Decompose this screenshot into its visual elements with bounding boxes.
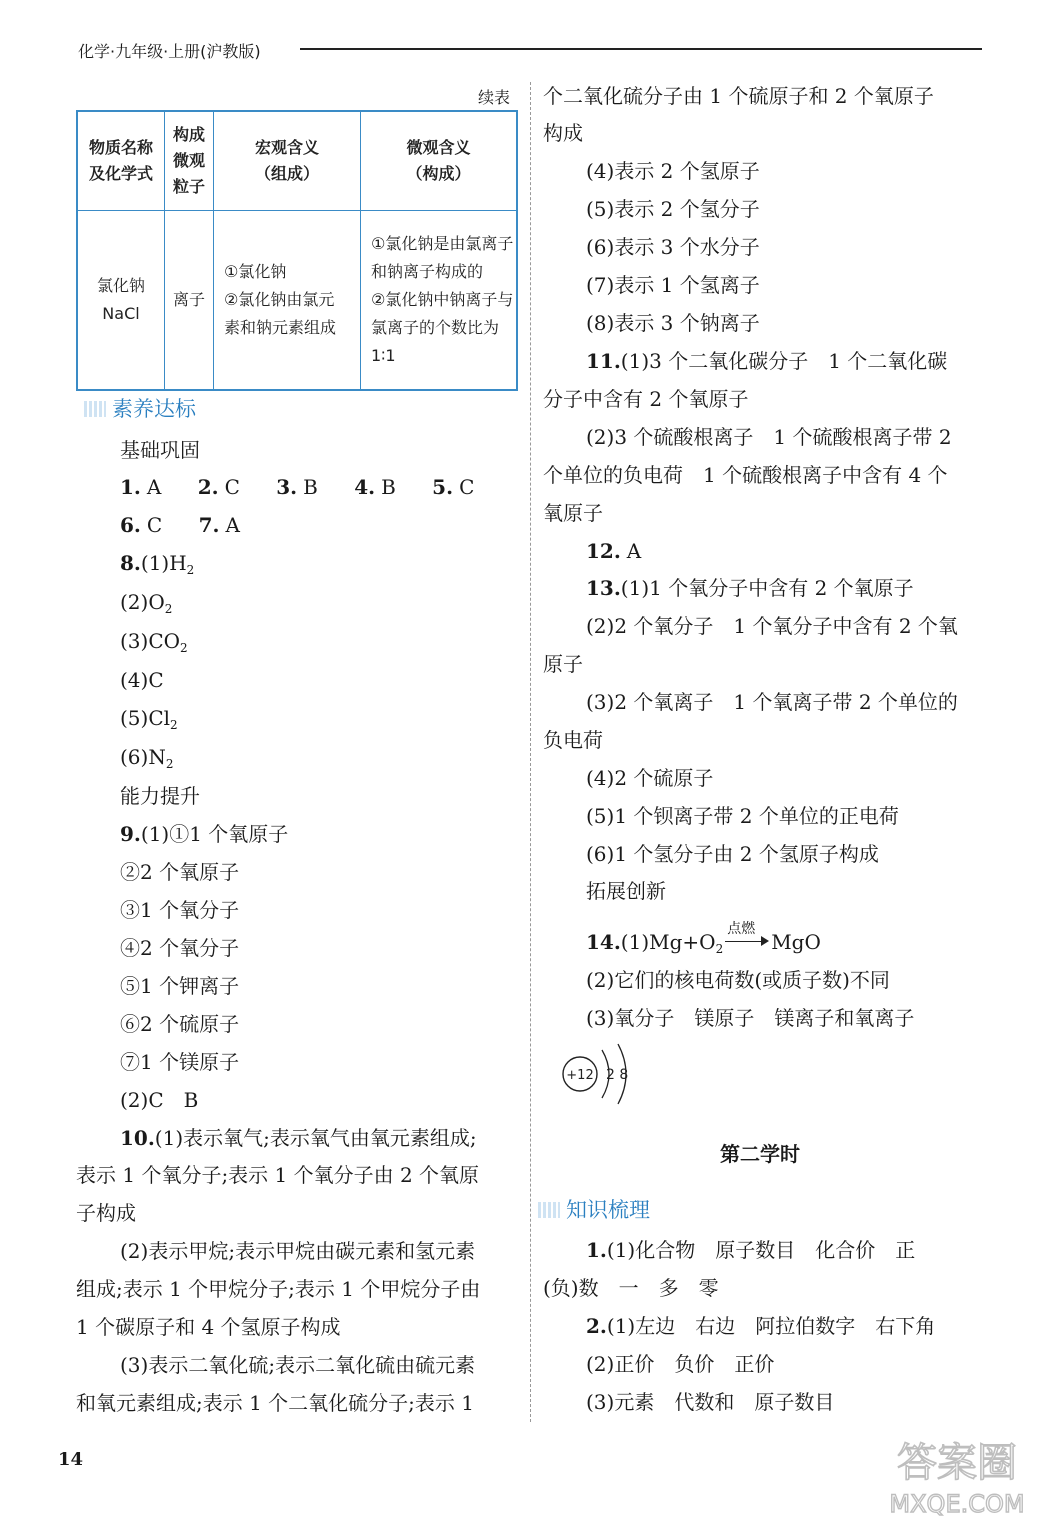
subsection-title: 拓展创新 <box>586 879 666 903</box>
table-continued-label: 续表 <box>478 88 511 107</box>
question-number: 7. <box>198 513 220 537</box>
question-number: 13. <box>586 576 621 600</box>
answer-text: (1)3 个二氧化碳分子 1 个二氧化碳 <box>620 349 948 373</box>
answer-line: (3)氧分子 镁原子 镁离子和氧离子 <box>586 1006 915 1030</box>
header-text: 物质名称及化学式 <box>88 138 153 183</box>
answer-line: 分子中含有 2 个氧原子 <box>543 387 749 411</box>
macro-item: ①氯化钠 <box>224 262 287 281</box>
reaction-condition: 点燃 <box>727 921 756 937</box>
answer-text: (6)N <box>120 745 166 769</box>
ion-structure-diagram <box>558 1042 638 1108</box>
answer-line <box>120 551 194 575</box>
answer-line: 氧原子 <box>543 501 603 525</box>
subscript: 2 <box>715 942 724 956</box>
answer: A <box>146 475 162 499</box>
answer-line: (2)它们的核电荷数(或质子数)不同 <box>586 968 890 992</box>
answer: C <box>459 475 475 499</box>
question-number: 12. <box>586 539 621 563</box>
question-number: 9. <box>120 822 141 846</box>
question-number: 11. <box>586 349 621 373</box>
cell-macro <box>214 211 361 391</box>
answer-line: (2)表示甲烷;表示甲烷由碳元素和氢元素 <box>120 1239 476 1263</box>
answer-line <box>586 1238 915 1262</box>
answer-text: (1)1 个氧分子中含有 2 个氧原子 <box>620 576 914 600</box>
arrow-head-icon <box>761 936 769 946</box>
header-cell <box>214 111 361 211</box>
answer-line: 构成 <box>543 121 583 145</box>
cell-substance <box>77 211 165 391</box>
answer-text: (1)表示氧气;表示氧气由氧元素组成; <box>154 1126 477 1150</box>
question-number: 10. <box>120 1126 155 1150</box>
subscript: 2 <box>180 641 188 655</box>
subscript: 2 <box>170 718 178 732</box>
lesson-title: 第二学时 <box>720 1142 800 1166</box>
column-divider <box>530 82 531 1422</box>
answer-line: (3)2 个氧离子 1 个氧离子带 2 个单位的 <box>586 690 958 714</box>
question-number: 3. <box>276 475 298 499</box>
answer-line: (4)C <box>120 668 164 692</box>
section-title: 知识梳理 <box>566 1198 650 1222</box>
answer-text: (3)CO <box>120 629 181 653</box>
answer-text: (1)化合物 原子数目 化合价 正 <box>606 1238 916 1262</box>
question-number: 1. <box>120 475 141 499</box>
answer-line: (8)表示 3 个钠离子 <box>586 311 760 335</box>
subsection-title: 能力提升 <box>120 784 200 808</box>
answer-line <box>120 590 172 614</box>
question-number: 2. <box>197 475 219 499</box>
answer-line: (6)表示 3 个水分子 <box>586 235 760 259</box>
watermark-text: 答案圈 <box>897 1440 1017 1486</box>
header-text: 构成微观粒子 <box>172 125 205 196</box>
header-cell <box>361 111 518 211</box>
answer-row <box>120 513 240 537</box>
substance-formula: NaCl <box>102 304 140 323</box>
answer-line: ⑦1 个镁原子 <box>120 1050 240 1074</box>
answer-line: 负电荷 <box>543 728 603 752</box>
answer: A <box>225 513 240 537</box>
answer-line: ⑥2 个硫原子 <box>120 1012 240 1036</box>
cell-particle: 离子 <box>165 211 214 391</box>
nucleus-charge: +12 <box>566 1068 594 1083</box>
answer-line: (3)表示二氧化硫;表示二氧化硫由硫元素 <box>120 1353 476 1377</box>
header-text: 微观含义（构成） <box>406 138 471 183</box>
arrow-line <box>725 941 765 942</box>
header-rule <box>300 48 982 50</box>
header-title: 化学·九年级·上册(沪教版) <box>78 42 261 61</box>
question-number: 2. <box>586 1314 607 1338</box>
section-mark-icon <box>84 401 106 417</box>
answer-line <box>120 822 288 846</box>
answer-text: (1)①1 个氧原子 <box>140 822 289 846</box>
answer-line <box>586 349 947 373</box>
answer-line: 表示 1 个氧分子;表示 1 个氧分子由 2 个氧原 <box>76 1163 480 1187</box>
page-number: 14 <box>58 1449 84 1470</box>
answer-line <box>586 1314 935 1338</box>
answer-line: ②2 个氧原子 <box>120 860 240 884</box>
header-cell <box>77 111 165 211</box>
answer-line: (4)2 个硫原子 <box>586 766 714 790</box>
substance-name: 氯化钠 <box>96 276 145 295</box>
subscript: 2 <box>164 602 173 616</box>
watermark-logo <box>882 1428 1032 1524</box>
header-cell <box>165 111 214 211</box>
answer-line: (5)1 个钡离子带 2 个单位的正电荷 <box>586 804 899 828</box>
reaction-arrow <box>723 921 771 951</box>
answer-line: ④2 个氧分子 <box>120 936 240 960</box>
header-text: 宏观含义（组成） <box>254 138 319 183</box>
answer-line: 原子 <box>543 652 583 676</box>
answer-line: (2)正价 负价 正价 <box>586 1352 775 1376</box>
answer-line: (2)3 个硫酸根离子 1 个硫酸根离子带 2 <box>586 425 952 449</box>
question-number: 6. <box>120 513 141 537</box>
answer-line <box>120 1126 477 1150</box>
table-row <box>77 211 517 391</box>
subscript: 2 <box>165 757 174 771</box>
answer-text: A <box>626 539 642 563</box>
answer-line: (3)元素 代数和 原子数目 <box>586 1390 835 1414</box>
cell-micro <box>361 211 518 391</box>
subscript: 2 <box>186 563 195 577</box>
watermark-url: MXQE.COM <box>889 1490 1025 1518</box>
answer-line: (5)表示 2 个氢分子 <box>586 197 760 221</box>
answer-line: 和氧元素组成;表示 1 个二氧化硫分子;表示 1 <box>76 1391 474 1415</box>
question-number: 4. <box>354 475 376 499</box>
answer-line: 个二氧化硫分子由 1 个硫原子和 2 个氧原子 <box>543 84 934 108</box>
answer: B <box>303 475 318 499</box>
answer-line <box>586 576 914 600</box>
answer-line: 子构成 <box>76 1201 136 1225</box>
product-formula: MgO <box>771 930 821 954</box>
answer-line <box>586 539 641 563</box>
answer-line: (6)1 个氢分子由 2 个氢原子构成 <box>586 842 879 866</box>
question-number: 14. <box>586 930 621 954</box>
macro-item: ②氯化钠由氯元素和钠元素组成 <box>224 290 337 337</box>
answer-text: (1)Mg+O <box>620 930 716 954</box>
answer-line: (4)表示 2 个氢原子 <box>586 159 760 183</box>
answer-line: (负)数 一 多 零 <box>543 1276 719 1300</box>
answer-line: (2)2 个氧分子 1 个氧分子中含有 2 个氧 <box>586 614 958 638</box>
answer-row <box>120 475 474 499</box>
answer-line: (7)表示 1 个氢离子 <box>586 273 760 297</box>
answer-line: ③1 个氧分子 <box>120 898 240 922</box>
micro-item: ①氯化钠是由氯离子和钠离子构成的 <box>371 234 514 281</box>
answer: B <box>381 475 396 499</box>
answer-line: (2)C B <box>120 1088 199 1112</box>
answer-line: ⑤1 个钾离子 <box>120 974 240 998</box>
subsection-title: 基础巩固 <box>120 438 200 462</box>
section-mark-icon <box>538 1202 560 1218</box>
answer-line <box>120 745 173 769</box>
section-heading <box>84 397 196 421</box>
micro-item: ②氯化钠中钠离子与氯离子的个数比为1∶1 <box>371 290 514 365</box>
answer-text: (1)左边 右边 阿拉伯数字 右下角 <box>606 1314 936 1338</box>
section-title: 素养达标 <box>112 397 196 421</box>
answer: C <box>224 475 240 499</box>
answer-line <box>120 706 178 730</box>
question-number: 5. <box>432 475 454 499</box>
answer-line: 组成;表示 1 个甲烷分子;表示 1 个甲烷分子由 <box>76 1277 481 1301</box>
substance-table <box>76 110 518 391</box>
question-number: 1. <box>586 1238 607 1262</box>
answer-line: 1 个碳原子和 4 个氢原子构成 <box>76 1315 341 1339</box>
answer-line: 个单位的负电荷 1 个硫酸根离子中含有 4 个 <box>543 463 948 487</box>
question-number: 8. <box>120 551 141 575</box>
electron-counts: 2 8 <box>606 1067 629 1083</box>
answer-text: (2)O <box>120 590 165 614</box>
section-heading <box>538 1198 650 1222</box>
answer: C <box>146 513 163 537</box>
answer-text: (1)H <box>140 551 187 575</box>
answer-text: (5)Cl <box>120 706 171 730</box>
answer-line <box>120 629 188 653</box>
answer-line <box>586 921 821 956</box>
